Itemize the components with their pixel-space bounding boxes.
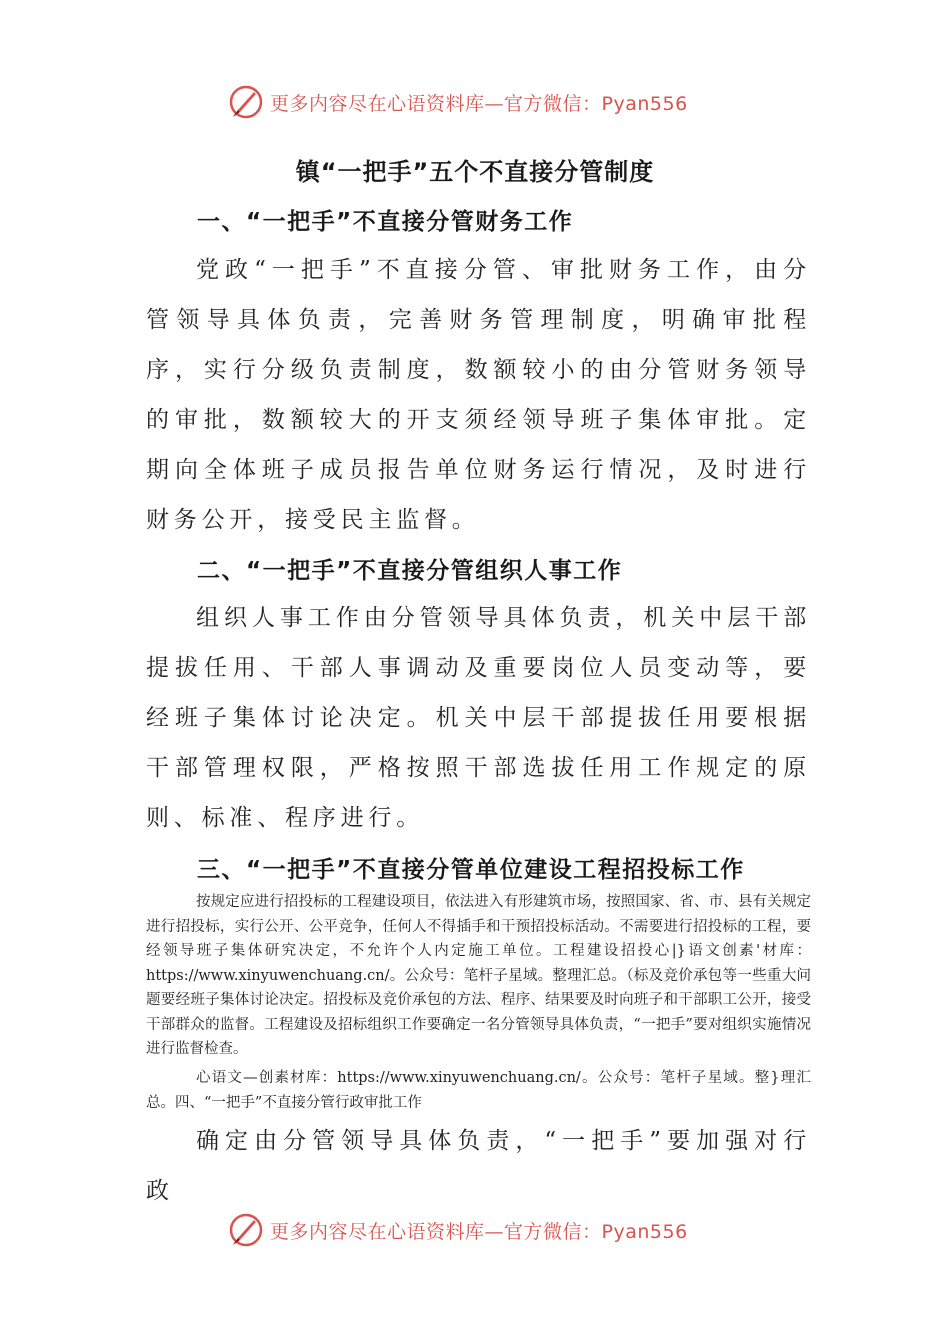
section-3-body-continued: 心语文—创素材库：https://www.xinyuwenchuang.cn/。公众号：笔杆子星域。整}理汇总。四、“一把手”不直接分管行政审批工作	[146, 1070, 811, 1111]
section-2-heading: 二、“一把手”不直接分管组织人事工作	[197, 558, 623, 584]
header-banner[interactable]	[228, 82, 688, 122]
quill-logo-icon	[228, 84, 264, 120]
section-2-body: 组织人事工作由分管领导具体负责，机关中层干部提拔任用、干部人事调动及重要岗位人员变动等，要经班子集体讨论决定。机关中层干部提拔任用要根据干部管理权限，严格按照干部选拔任用工作规定的原则、标准、程序进行。	[146, 605, 811, 831]
footer-banner[interactable]	[228, 1210, 688, 1250]
banner-text: 更多内容尽在心语资料库—官方微信：Pyan556	[270, 1220, 688, 1243]
quill-logo-icon	[228, 1212, 264, 1248]
document-title: 镇“一把手”五个不直接分管制度	[295, 158, 655, 186]
section-1-body: 党政“一把手”不直接分管、审批财务工作，由分管领导具体负责，完善财务管理制度，明确审批程序，实行分级负责制度，数额较小的由分管财务领导的审批，数额较大的开支须经领导班子集体审批。定期向全体班子成员报告单位财务运行情况，及时进行财务公开，接受民主监督。	[146, 257, 811, 533]
section-1-heading: 一、“一把手”不直接分管财务工作	[197, 209, 574, 235]
section-3-body: 按规定应进行招投标的工程建设项目，依法进入有形建筑市场，按照国家、省、市、县有关规定进行招投标，实行公开、公平竞争，任何人不得插手和干预招投标活动。不需要进行招投标的工程，要经领导班子集体研究决定，不允许个人内定施工单位。工程建设招投心|}语文创素'材库：https://www.xinyuwenchuang.cn/。公众号：笔杆子星域。整理汇总。（标及竞价承包等一些重大问题要经班子集体讨论决定。招投标及竞价承包的方法、程序、结果要及时向班子和干部职工公开，接受干部群众的监督。工程建设及招标组织工作要确定一名分管领导具体负责，“一把手”要对组织实施情况进行监督检查。	[146, 894, 811, 1057]
section-3-heading: 三、“一把手”不直接分管单位建设工程招投标工作	[197, 857, 745, 883]
banner-text: 更多内容尽在心语资料库—官方微信：Pyan556	[270, 92, 688, 115]
section-4-body: 确定由分管领导具体负责，“一把手”要加强对行政	[146, 1128, 811, 1204]
